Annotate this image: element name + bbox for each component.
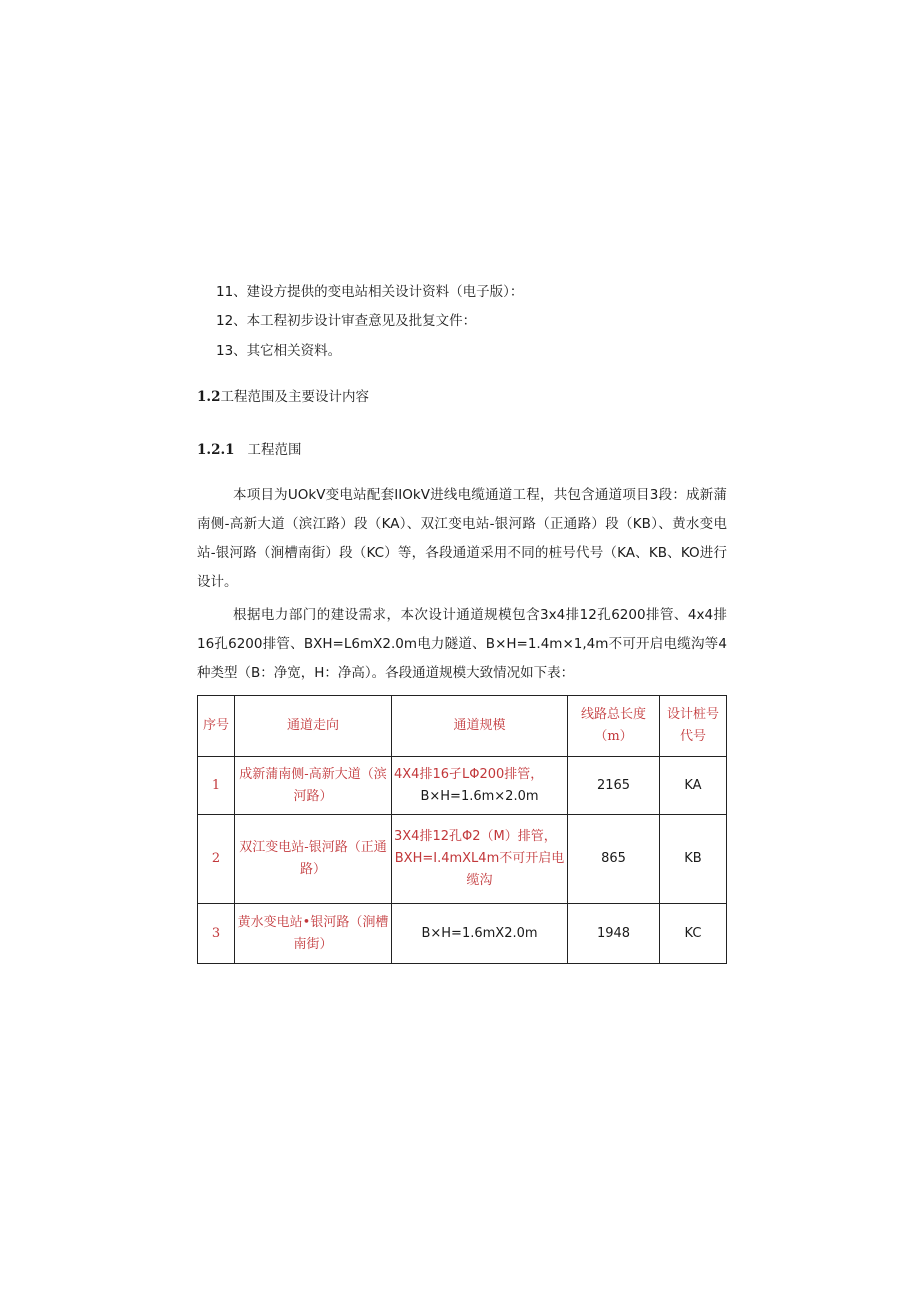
subsection-title: 工程范围	[247, 442, 302, 458]
channel-scale-table	[197, 695, 727, 964]
reference-item-13: 13、其它相关资料。	[216, 343, 342, 359]
table-row	[198, 757, 727, 815]
cell-spec	[392, 904, 568, 964]
scope-paragraph-2: 根据电力部门的建设需求，本次设计通道规模包含3x4排12孔6200排管、4x4排16孔6200排管、BXH=L6mX2.0m电力隧道、B×H=1.4m×1,4m不可开启电缆沟等4种类型（B：净宽，H：净高）。各段通道规模大致情况如下表：	[197, 607, 727, 681]
cell-no: 3	[198, 904, 235, 964]
header-no: 序号	[198, 696, 235, 757]
spec-size: BXH=I.4mXL4m不可开启电缆沟	[394, 851, 565, 888]
cell-route: 黄水变电站•银河路（涧槽南街）	[235, 904, 392, 964]
cell-no: 1	[198, 757, 235, 815]
section-number: 1.2	[197, 389, 221, 405]
reference-item-11: 11、建设方提供的变电站相关设计资料（电子版）：	[216, 284, 524, 300]
reference-item-12: 12、本工程初步设计审查意见及批复文件：	[216, 313, 477, 329]
cell-code: KB	[660, 815, 727, 904]
subsection-number: 1.2.1	[197, 442, 235, 458]
header-route: 通道走向	[235, 696, 392, 757]
cell-length: 2165	[568, 757, 660, 815]
header-length: 线路总长度（m）	[568, 696, 660, 757]
cell-length: 865	[568, 815, 660, 904]
cell-spec	[392, 815, 568, 904]
cell-no: 2	[198, 815, 235, 904]
header-spec: 通道规模	[392, 696, 568, 757]
header-code: 设计桩号代号	[660, 696, 727, 757]
subsection-heading	[197, 441, 301, 459]
cell-route: 成新蒲南侧-高新大道（滨河路）	[235, 757, 392, 815]
scope-paragraph-1: 本项目为UOkV变电站配套IIOkV进线电缆通道工程，共包含通道项目3段：成新蒲南侧-高新大道（滨江路）段（KA）、双江变电站-银河路（正通路）段（KB）、黄水变电站-银河路（涧槽南街）段（KC）等，各段通道采用不同的桩号代号（KA、KB、KO进行设计。	[197, 487, 727, 590]
cell-length: 1948	[568, 904, 660, 964]
table-row	[198, 815, 727, 904]
spec-size: B×H=1.6m×2.0m	[420, 788, 539, 804]
table-header-row	[198, 696, 727, 757]
spec-pipe: 4X4排16孑LΦ200排管，	[394, 766, 544, 782]
cell-route: 双江变电站-银河路（正通路）	[235, 815, 392, 904]
spec-pipe: 3X4排12孔Φ2（M）排管，	[394, 829, 557, 844]
spec-size: B×H=1.6mX2.0m	[421, 925, 538, 941]
section-title: 工程范围及主要设计内容	[220, 389, 369, 405]
cell-code: KC	[660, 904, 727, 964]
cell-code: KA	[660, 757, 727, 815]
section-heading	[197, 388, 369, 406]
cell-spec	[392, 757, 568, 815]
table-row	[198, 904, 727, 964]
